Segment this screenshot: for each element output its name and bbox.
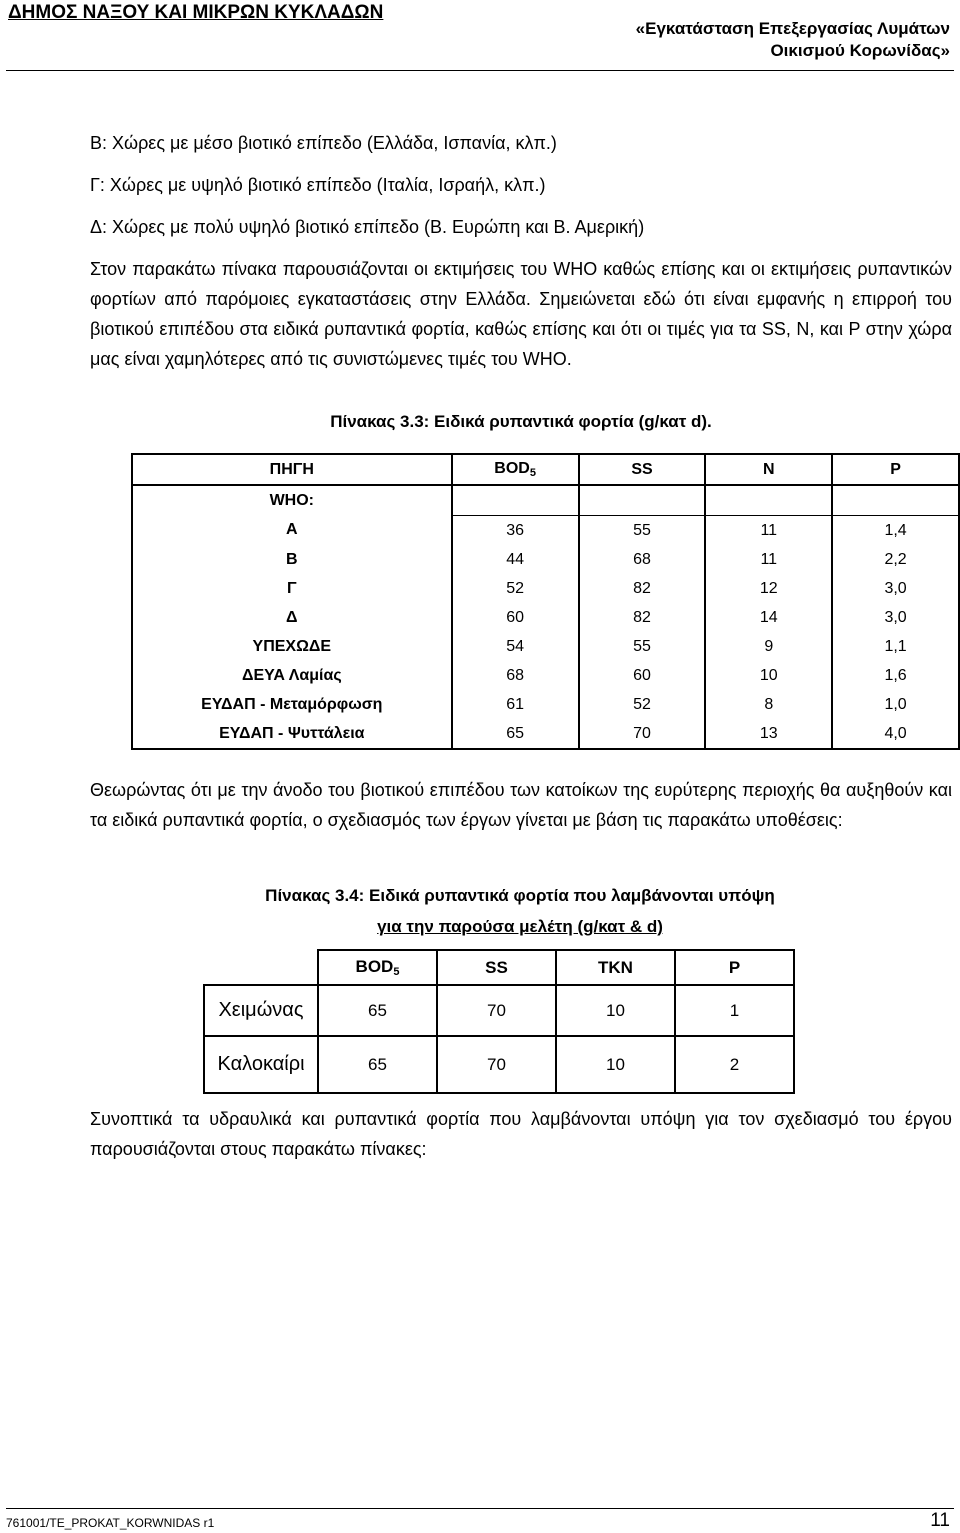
- table2-caption-line2: για την παρούσα μελέτη (g/κατ & d): [377, 917, 663, 936]
- header-bod: $BOD_5$: [452, 454, 579, 485]
- header-project-line1: «Εγκατάσταση Επεξεργασίας Λυμάτων: [635, 19, 950, 38]
- table-row-who: [132, 485, 959, 516]
- country-line-d: Δ: Χώρες με πολύ υψηλό βιοτικό επίπεδο (Β. Ευρώπη και Β. Αμερική): [90, 217, 645, 237]
- design-loads-table: [203, 949, 795, 1094]
- header-ss: SS: [437, 950, 556, 985]
- table-row: Καλοκαίρι 65 70 10 2: [204, 1036, 794, 1093]
- table-row: Χειμώνας 65 70 10 1: [204, 985, 794, 1036]
- table1-caption: Πίνακας 3.3: Ειδικά ρυπαντικά φορτία (g/κατ d).: [330, 412, 712, 431]
- header-project-line2: Οικισμού Κορωνίδας»: [770, 41, 950, 60]
- table-header-row: [204, 950, 794, 985]
- table-row: ΥΠΕΧΩΔΕ 54 55 9 1,1: [132, 632, 959, 661]
- table-row: Δ 60 82 14 3,0: [132, 603, 959, 632]
- table-row: ΕΥΔΑΠ - Μεταμόρφωση 61 52 8 1,0: [132, 690, 959, 719]
- header-tkn: TKN: [556, 950, 675, 985]
- table2-caption-line1: Πίνακας 3.4: Ειδικά ρυπαντικά φορτία που λαμβάνονται υπόψη: [265, 886, 775, 905]
- header-bod: $BOD_5$: [318, 950, 437, 985]
- header-n: N: [705, 454, 832, 485]
- season-label: Καλοκαίρι: [204, 1036, 318, 1093]
- header-municipality: ΔΗΜΟΣ ΝΑΞΟΥ ΚΑΙ ΜΙΚΡΩΝ ΚΥΚΛΑΔΩΝ: [8, 2, 384, 23]
- who-label: WHO:: [132, 485, 452, 516]
- pollution-loads-table: [131, 453, 960, 750]
- table2-caption: [200, 880, 840, 942]
- season-label: Χειμώνας: [204, 985, 318, 1036]
- header-ss: SS: [579, 454, 706, 485]
- header-p: P: [675, 950, 794, 985]
- header-project-title: [636, 18, 950, 62]
- paragraph-summary: Συνοπτικά τα υδραυλικά και ρυπαντικά φορτία που λαμβάνονται υπόψη για τον σχεδιασμό του έργου παρουσιάζονται στους παρακάτω πίνακες:: [90, 1109, 952, 1159]
- table-row: Γ 52 82 12 3,0: [132, 574, 959, 603]
- table-header-row: [132, 454, 959, 485]
- country-line-g: Γ: Χώρες με υψηλό βιοτικό επίπεδο (Ιταλία, Ισραήλ, κλπ.): [90, 175, 546, 195]
- paragraph-intro: Στον παρακάτω πίνακα παρουσιάζονται οι εκτιμήσεις του WHO καθώς επίσης και οι εκτιμήσεις ρυπαντικών φορτίων από παρόμοιες εγκαταστάσεις στην Ελλάδα. Σημειώνεται εδώ ότι είναι εμφανής η επιρροή του βιοτικού επιπέδου στα ειδικά ρυπαντικά φορτία, καθώς επίσης και ότι οι τιμές για τα SS, N, και P στην χώρα μας είναι χαμηλότερες από τις συνιστώμενες τιμές του WHO.: [90, 259, 952, 369]
- header-divider: [6, 70, 954, 71]
- footer-doc-code: 761001/TE_PROKAT_KORWNIDAS r1: [6, 1516, 215, 1530]
- table-row: Β 44 68 11 2,2: [132, 545, 959, 574]
- page-number: 11: [930, 1510, 950, 1531]
- header-p: P: [832, 454, 959, 485]
- country-line-b: Β: Χώρες με μέσο βιοτικό επίπεδο (Ελλάδα, Ισπανία, κλπ.): [90, 133, 557, 153]
- paragraph-assumptions: Θεωρώντας ότι με την άνοδο του βιοτικού επιπέδου των κατοίκων της ευρύτερης περιοχής θα αυξηθούν και τα ειδικά ρυπαντικά φορτία, ο σχεδιασμός των έργων γίνεται με βάση τις παρακάτω υποθέσεις:: [90, 780, 952, 830]
- table-row: Α 36 55 11 1,4: [132, 516, 959, 546]
- table-row: ΕΥΔΑΠ - Ψυττάλεια 65 70 13 4,0: [132, 719, 959, 749]
- table-row: ΔΕΥΑ Λαμίας 68 60 10 1,6: [132, 661, 959, 690]
- header-source: ΠΗΓΗ: [132, 454, 452, 485]
- footer-divider: [6, 1508, 954, 1509]
